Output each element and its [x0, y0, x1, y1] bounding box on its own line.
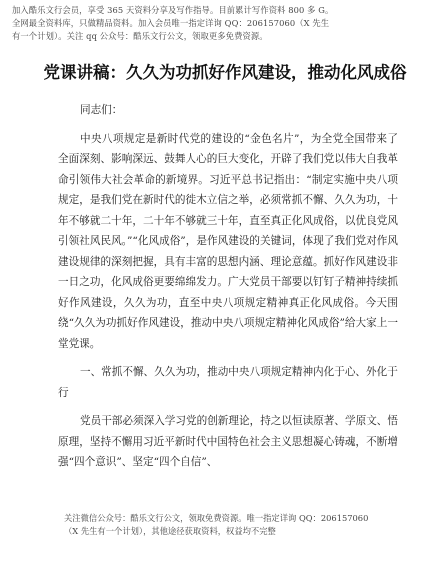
greeting: 同志们： [80, 104, 123, 116]
header-notice-line: 加入酷乐文行会员，享受 365 天资料分享及写作指导。目前累计写作资料 800 多 G。 [12, 5, 334, 15]
footer-notice [64, 512, 394, 538]
header-notice [12, 4, 432, 43]
section-heading: 一、常抓不懈、久久为功，推动中央八项规定精神内化于心、外化于行 [58, 366, 398, 399]
header-notice-line: 全网最全资料库，只做精品资料。加入会员唯一指定详询 QQ：206157060（X 先生 [12, 18, 330, 28]
header-notice-line: 有一个计划）。关注 qq 公众号：酷乐文行公文，领取更多免费资源。 [12, 31, 268, 41]
body-paragraph: 中央八项规定是新时代党的建设的“金色名片”，为全党全国带来了全面深刻、影响深远、鼓舞人心的巨大变化，开辟了我们党以伟大自我革命引领伟大社会革命的新境界。习近平总书记指出：“制定实施中央八项规定，是我们党在新时代的徙木立信之举，必须常抓不懈、久久为功，十年不够就二十年，二十年不够就三十年，直至真正化风成俗，以优良党风引领社风民风。”“化风成俗”，是作风建设的关键词，体现了我们党对作风建设规律的深刻把握，具有丰富的思想内涵、理论意蕴。抓好作风建设非一日之功，化风成俗更要绵绵发力。广大党员干部要以钉钉子精神持续抓好作风建设，久久为功，直至中央八项规定精神真正化风成俗。今天围绕“久久为功抓好作风建设，推动中央八项规定精神化风成俗”给大家上一堂党课。 [58, 132, 398, 350]
document-body [58, 100, 398, 481]
footer-notice-line: 关注微信公众号：酷乐文行公文，领取免费资源。唯一指定详询 QQ：206157060 [64, 513, 369, 523]
document-title: 党课讲稿：久久为功抓好作风建设，推动化风成俗 [43, 63, 407, 82]
footer-notice-line: （X 先生有一个计划），其他途径获取资料，权益均不完整 [64, 526, 276, 536]
body-paragraph: 党员干部必须深入学习党的创新理论，持之以恒读原著、学原文、悟原理，坚持不懈用习近平新时代中国特色社会主义思想凝心铸魂，不断增强“四个意识”、坚定“四个自信”、 [58, 415, 398, 468]
